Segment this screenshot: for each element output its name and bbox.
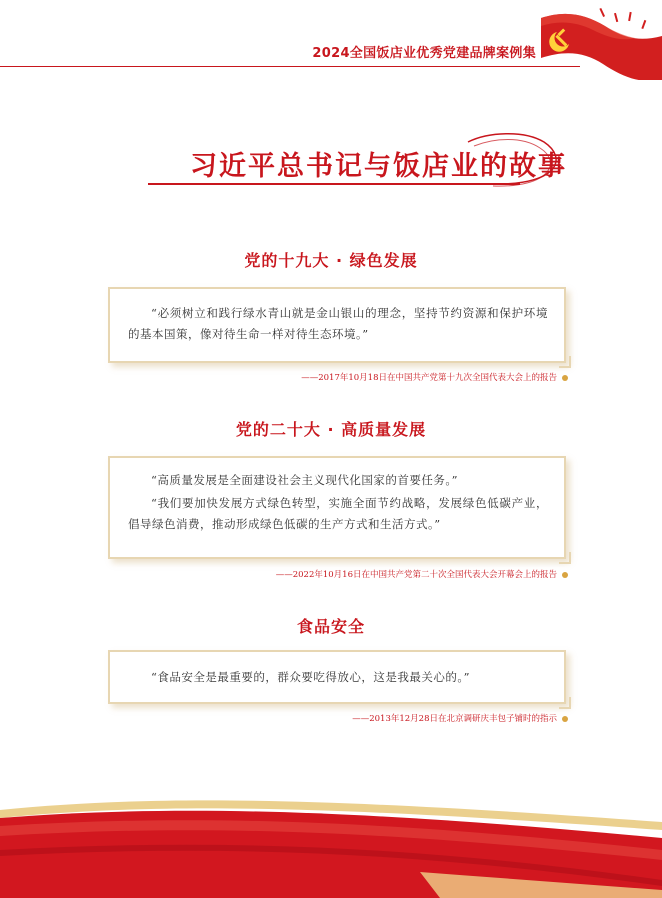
- quote-box: [108, 456, 566, 559]
- bottom-ribbon-decoration: [0, 780, 662, 898]
- header-rule: [0, 66, 580, 67]
- quote-source: [276, 568, 568, 580]
- quote-text: “食品安全是最重要的，群众要吃得放心，这是我最关心的。”: [151, 670, 471, 684]
- section-heading-high-quality-development: 党的二十大 · 高质量发展: [235, 420, 427, 439]
- quote-source: [352, 712, 568, 724]
- section-heading-green-development: 党的十九大 · 绿色发展: [244, 251, 418, 270]
- source-text: ——2017年10月18日在中国共产党第十九次全国代表大会上的报告: [301, 373, 557, 383]
- bullet-dot-icon: [562, 572, 568, 578]
- source-text: ——2022年10月16日在中国共产党第二十次全国代表大会开幕会上的报告: [275, 570, 557, 580]
- quote-text: “必须树立和践行绿水青山就是金山银山的理念，坚持节约资源和保护环境的基本国策，像对待生命一样对待生态环境。”: [128, 306, 548, 341]
- header-title: 2024全国饭店业优秀党建品牌案例集: [312, 46, 536, 61]
- quote-text: “我们要加快发展方式绿色转型，实施全面节约战略，发展绿色低碳产业，倡导绿色消费，推动形成绿色低碳的生产方式和生活方式。”: [128, 496, 548, 531]
- page-title: 习近平总书记与饭店业的故事: [190, 151, 567, 182]
- bullet-dot-icon: [562, 375, 568, 381]
- party-flag-icon: [535, 0, 662, 80]
- quote-box: [108, 287, 566, 363]
- quote-text: “高质量发展是全面建设社会主义现代化国家的首要任务。”: [151, 473, 459, 487]
- source-text: ——2013年12月28日在北京调研庆丰包子铺时的指示: [352, 714, 557, 724]
- section-heading-food-safety: 食品安全: [296, 617, 365, 636]
- quote-source: [301, 371, 568, 383]
- bullet-dot-icon: [562, 716, 568, 722]
- quote-box: [108, 650, 566, 704]
